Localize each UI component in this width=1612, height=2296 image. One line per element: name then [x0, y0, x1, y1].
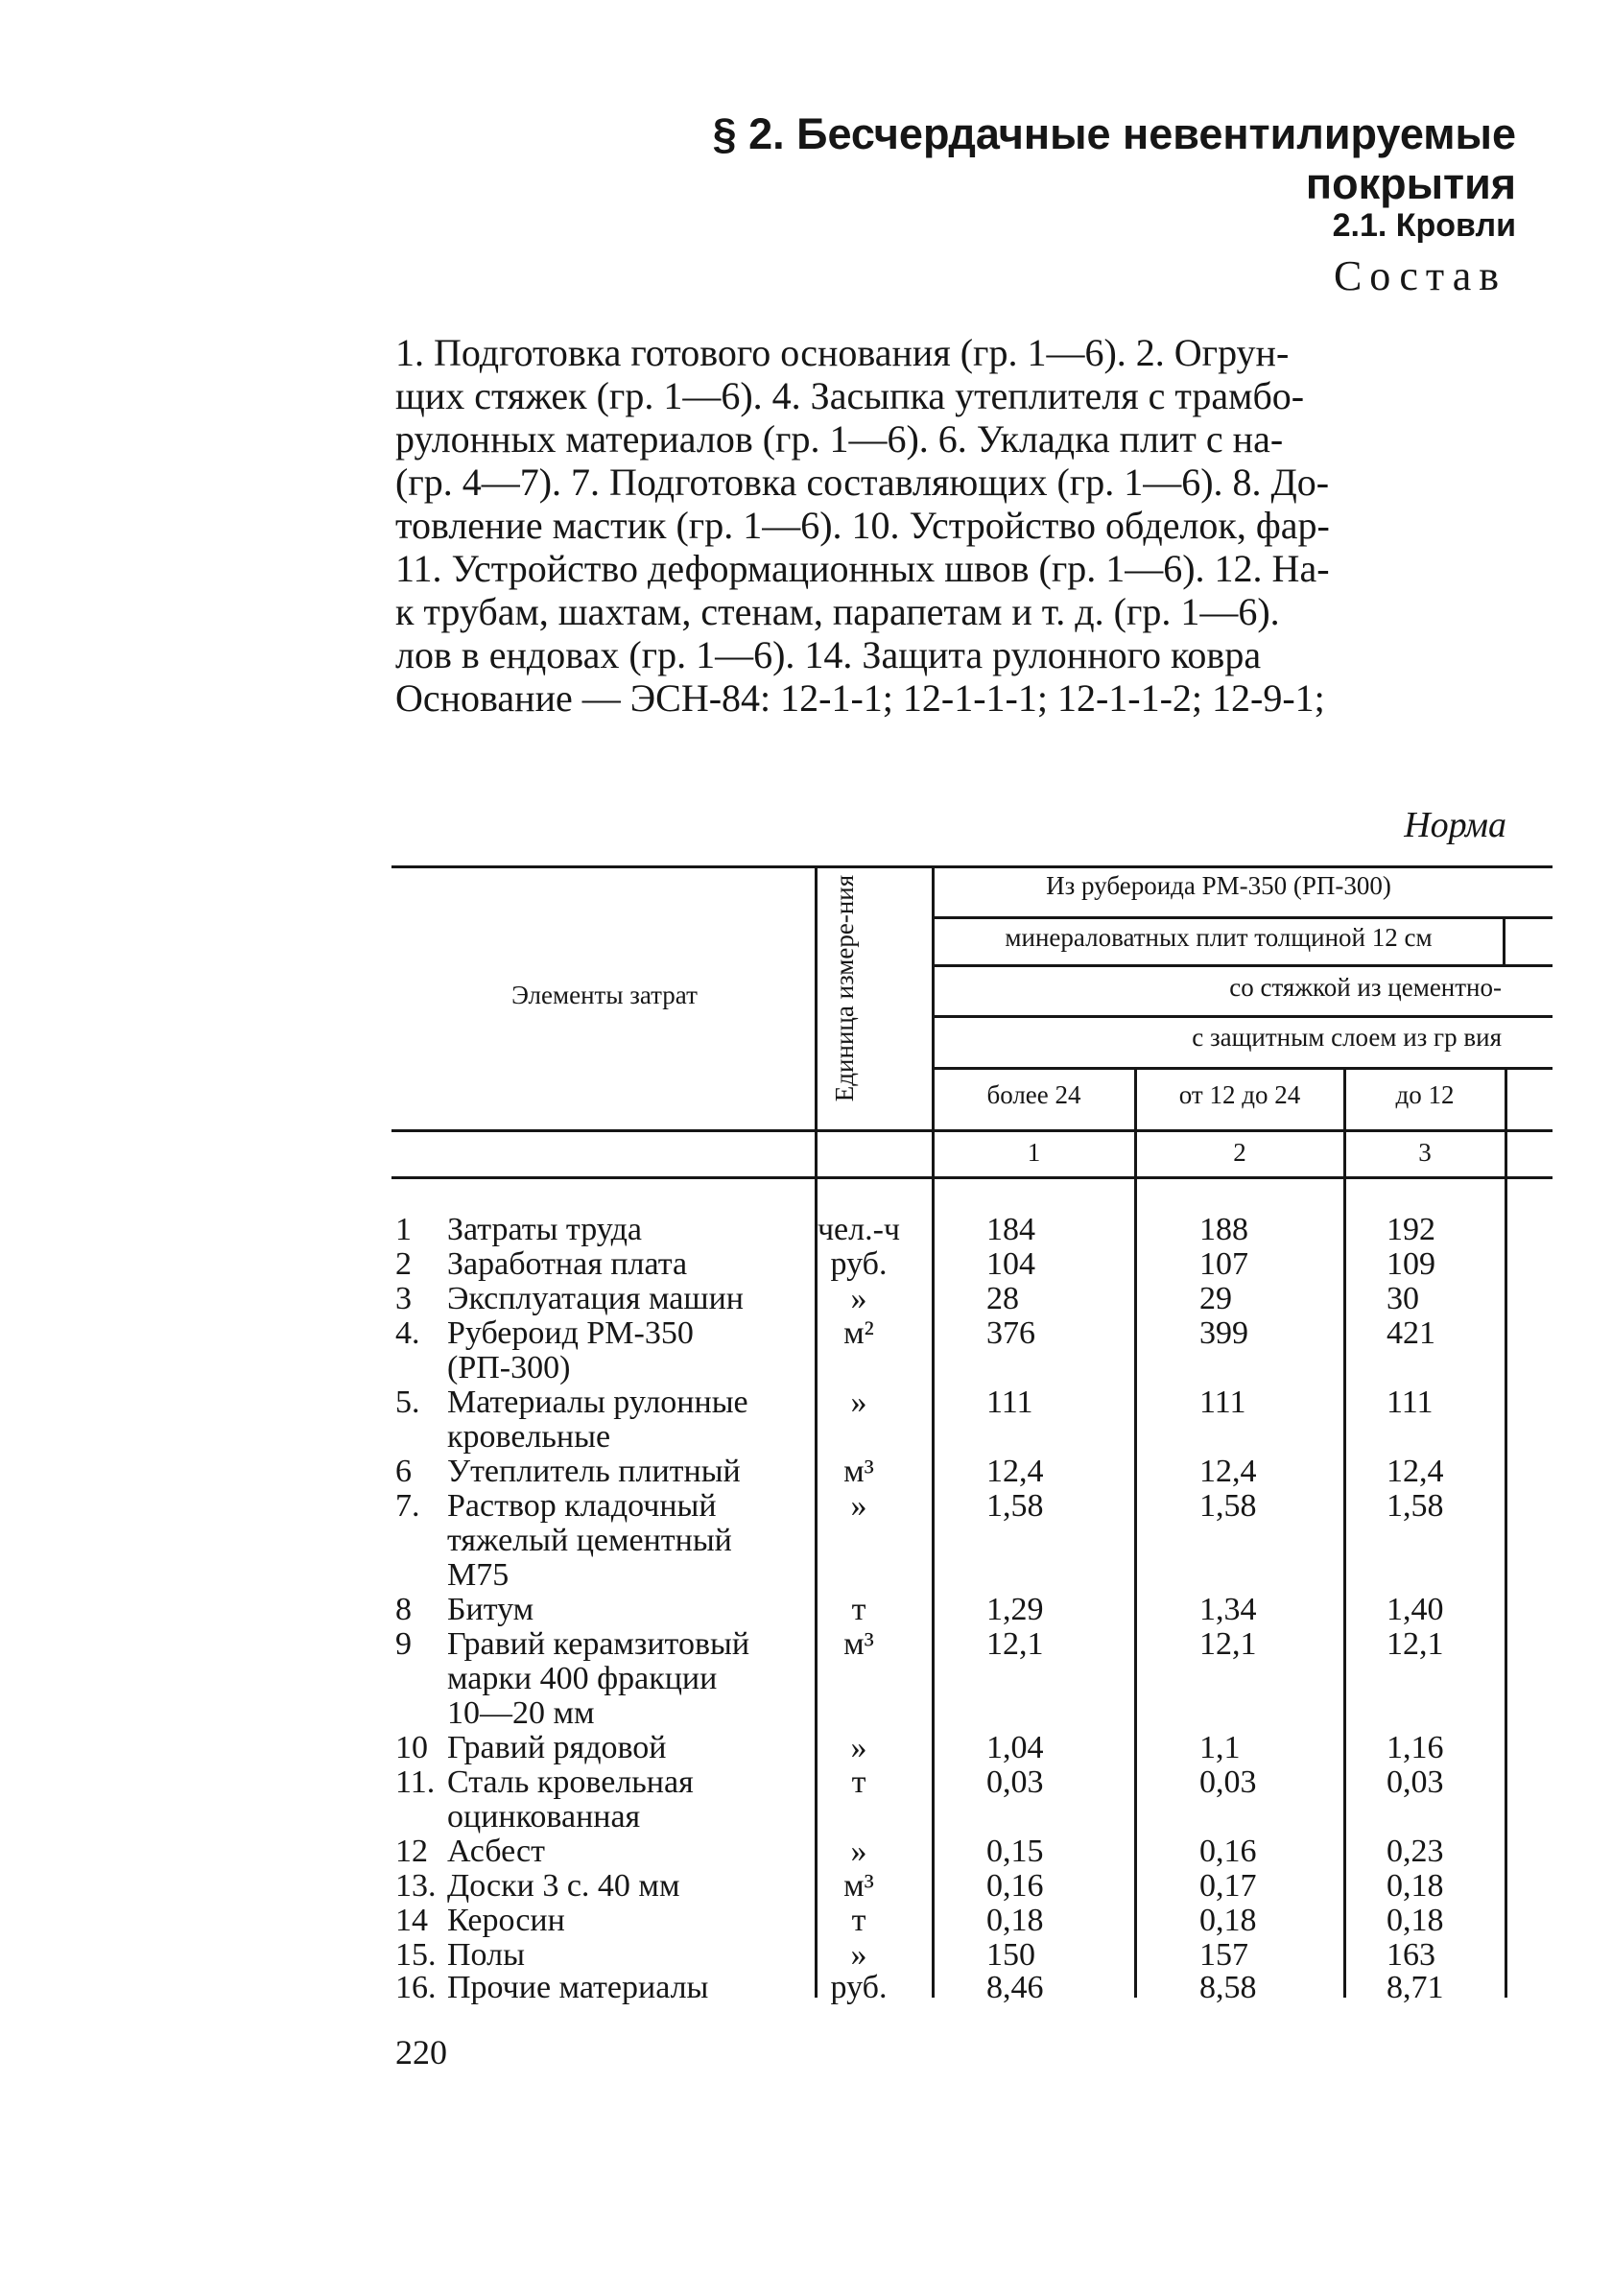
row-index: 14: [395, 1903, 428, 1938]
row-value-1: 8,46: [986, 1970, 1044, 2005]
header-rule: [934, 1067, 1553, 1070]
row-value-3: 109: [1387, 1246, 1435, 1282]
row-value-1: 376: [986, 1315, 1035, 1351]
row-value-3: 111: [1387, 1385, 1434, 1420]
row-value-2: 0,03: [1199, 1764, 1257, 1800]
row-index: 7.: [395, 1488, 420, 1524]
row-unit: м²: [843, 1315, 874, 1351]
header-unit: Единица измере-ния: [830, 874, 859, 1102]
row-value-1: 0,15: [986, 1834, 1044, 1869]
row-value-3: 8,71: [1387, 1970, 1444, 2005]
row-name: М75: [447, 1557, 510, 1593]
row-value-2: 12,4: [1199, 1454, 1257, 1489]
row-value-3: 0,23: [1387, 1834, 1444, 1869]
row-name: Гравий рядовой: [447, 1730, 667, 1765]
body-line: щих стяжек (гр. 1—6). 4. Засыпка утеплителя с трамбо-: [395, 374, 1305, 417]
column-divider: [1343, 1067, 1346, 1998]
row-value-1: 184: [986, 1212, 1035, 1247]
row-unit: »: [850, 1488, 867, 1524]
row-name: оцинкованная: [447, 1799, 641, 1834]
row-name: кровельные: [447, 1419, 611, 1455]
column-divider: [1505, 1067, 1507, 1998]
column-divider: [932, 865, 935, 1998]
body-line: 1. Подготовка готового основания (гр. 1—6). 2. Огрун-: [395, 331, 1290, 374]
row-name: (РП-300): [447, 1350, 571, 1385]
row-value-3: 0,18: [1387, 1903, 1444, 1938]
row-unit: »: [850, 1730, 867, 1765]
norm-label: Норма: [1404, 805, 1506, 845]
row-name: марки 400 фракции: [447, 1661, 718, 1696]
column-divider: [1134, 1067, 1137, 1998]
column-number: 1: [1027, 1138, 1041, 1167]
header-rule: [934, 1015, 1553, 1018]
row-unit: м³: [843, 1454, 874, 1489]
row-value-1: 150: [986, 1937, 1035, 1973]
row-unit: »: [850, 1385, 867, 1420]
row-name: Заработная плата: [447, 1246, 688, 1282]
row-value-3: 0,03: [1387, 1764, 1444, 1800]
row-name: Сталь кровельная: [447, 1764, 694, 1800]
row-value-2: 12,1: [1199, 1626, 1257, 1662]
header-rule: [934, 964, 1553, 967]
row-value-2: 0,17: [1199, 1868, 1257, 1904]
row-value-1: 104: [986, 1246, 1035, 1282]
row-index: 3: [395, 1281, 412, 1316]
header-protect: с защитным слоем из гр вия: [1192, 1023, 1502, 1052]
row-unit: руб.: [830, 1246, 888, 1282]
column-number: 3: [1418, 1138, 1432, 1167]
row-name: Доски 3 с. 40 мм: [447, 1868, 680, 1904]
row-value-3: 1,40: [1387, 1592, 1444, 1627]
row-value-3: 421: [1387, 1315, 1435, 1351]
row-name: Битум: [447, 1592, 534, 1627]
row-value-1: 0,03: [986, 1764, 1044, 1800]
row-name: Асбест: [447, 1834, 545, 1869]
row-value-2: 1,1: [1199, 1730, 1241, 1765]
row-value-2: 111: [1199, 1385, 1246, 1420]
row-value-3: 30: [1387, 1281, 1419, 1316]
row-index: 1: [395, 1212, 412, 1247]
row-name: Эксплуатация машин: [447, 1281, 744, 1316]
row-name: Материалы рулонные: [447, 1385, 748, 1420]
row-value-3: 12,1: [1387, 1626, 1444, 1662]
row-value-2: 157: [1199, 1937, 1248, 1973]
body-line: рулонных материалов (гр. 1—6). 6. Укладка плит с на-: [395, 417, 1284, 461]
header-rule: [391, 1129, 1553, 1132]
row-unit: »: [850, 1937, 867, 1973]
row-value-3: 192: [1387, 1212, 1435, 1247]
row-value-2: 29: [1199, 1281, 1232, 1316]
subsection-title: 2.1. Кровли: [1332, 207, 1516, 244]
row-name: Прочие материалы: [447, 1970, 709, 2005]
row-name: Затраты труда: [447, 1212, 643, 1247]
row-value-1: 0,16: [986, 1868, 1044, 1904]
row-index: 8: [395, 1592, 412, 1627]
header-screed: со стяжкой из цементно-: [1229, 973, 1502, 1002]
page-number: 220: [395, 2033, 447, 2071]
row-value-1: 28: [986, 1281, 1019, 1316]
row-value-1: 1,04: [986, 1730, 1044, 1765]
row-name: Раствор кладочный: [447, 1488, 717, 1524]
section-title: § 2. Бесчердачные невентилируемые покрытия: [712, 109, 1516, 208]
row-unit: т: [851, 1592, 866, 1627]
body-line: товление мастик (гр. 1—6). 10. Устройство обделок, фар-: [395, 504, 1330, 547]
row-value-2: 0,18: [1199, 1903, 1257, 1938]
row-index: 12: [395, 1834, 428, 1869]
row-value-1: 0,18: [986, 1903, 1044, 1938]
row-index: 9: [395, 1626, 412, 1662]
row-name: тяжелый цементный: [447, 1523, 732, 1558]
row-index: 13.: [395, 1868, 437, 1904]
header-elements: Элементы затрат: [511, 981, 698, 1009]
row-value-1: 111: [986, 1385, 1033, 1420]
row-value-2: 8,58: [1199, 1970, 1257, 2005]
row-index: 2: [395, 1246, 412, 1282]
row-value-3: 1,16: [1387, 1730, 1444, 1765]
row-value-1: 1,29: [986, 1592, 1044, 1627]
row-index: 4.: [395, 1315, 420, 1351]
row-unit: чел.-ч: [817, 1212, 901, 1247]
row-unit: м³: [843, 1626, 874, 1662]
row-index: 16.: [395, 1970, 437, 2005]
header-plates: минераловатных плит толщиной 12 см: [1005, 923, 1433, 952]
column-divider: [815, 865, 818, 1998]
body-line: лов в ендовах (гр. 1—6). 14. Защита рулонного ковра: [395, 633, 1262, 676]
row-value-2: 1,58: [1199, 1488, 1257, 1524]
row-value-2: 399: [1199, 1315, 1248, 1351]
row-value-3: 0,18: [1387, 1868, 1444, 1904]
column-header: от 12 до 24: [1178, 1080, 1301, 1109]
row-name: Гравий керамзитовый: [447, 1626, 750, 1662]
row-name: Керосин: [447, 1903, 565, 1938]
row-index: 5.: [395, 1385, 420, 1420]
row-unit: т: [851, 1764, 866, 1800]
row-value-2: 188: [1199, 1212, 1248, 1247]
header-material: Из рубероида РМ-350 (РП-300): [1046, 871, 1391, 900]
body-line: (гр. 4—7). 7. Подготовка составляющих (гр. 1—6). 8. До-: [395, 461, 1330, 504]
row-value-1: 12,1: [986, 1626, 1044, 1662]
row-value-3: 1,58: [1387, 1488, 1444, 1524]
body-line: 11. Устройство деформационных швов (гр. 1—6). 12. На-: [395, 547, 1330, 590]
row-unit: т: [851, 1903, 866, 1938]
row-index: 10: [395, 1730, 428, 1765]
table-top-rule: [391, 865, 1553, 868]
column-header: более 24: [986, 1080, 1081, 1109]
row-value-2: 0,16: [1199, 1834, 1257, 1869]
row-name: Полы: [447, 1937, 525, 1973]
column-divider: [1503, 916, 1505, 966]
row-unit: м³: [843, 1868, 874, 1904]
row-unit: »: [850, 1281, 867, 1316]
row-value-3: 163: [1387, 1937, 1435, 1973]
column-header: до 12: [1395, 1080, 1455, 1109]
header-rule: [934, 916, 1553, 919]
composition-heading: Состав: [1333, 252, 1506, 299]
row-value-3: 12,4: [1387, 1454, 1444, 1489]
body-line: Основание — ЭСН-84: 12-1-1; 12-1-1-1; 12-1-1-2; 12-9-1;: [395, 676, 1325, 720]
row-index: 6: [395, 1454, 412, 1489]
row-value-1: 1,58: [986, 1488, 1044, 1524]
header-rule: [391, 1176, 1553, 1179]
row-name: 10—20 мм: [447, 1695, 595, 1731]
row-value-1: 12,4: [986, 1454, 1044, 1489]
column-number: 2: [1233, 1138, 1246, 1167]
row-name: Рубероид РМ-350: [447, 1315, 694, 1351]
row-index: 11.: [395, 1764, 436, 1800]
row-name: Утеплитель плитный: [447, 1454, 741, 1489]
row-index: 15.: [395, 1937, 437, 1973]
row-value-2: 1,34: [1199, 1592, 1257, 1627]
row-unit: »: [850, 1834, 867, 1869]
row-unit: руб.: [830, 1970, 888, 2005]
body-line: к трубам, шахтам, стенам, парапетам и т. д. (гр. 1—6).: [395, 590, 1280, 633]
row-value-2: 107: [1199, 1246, 1248, 1282]
